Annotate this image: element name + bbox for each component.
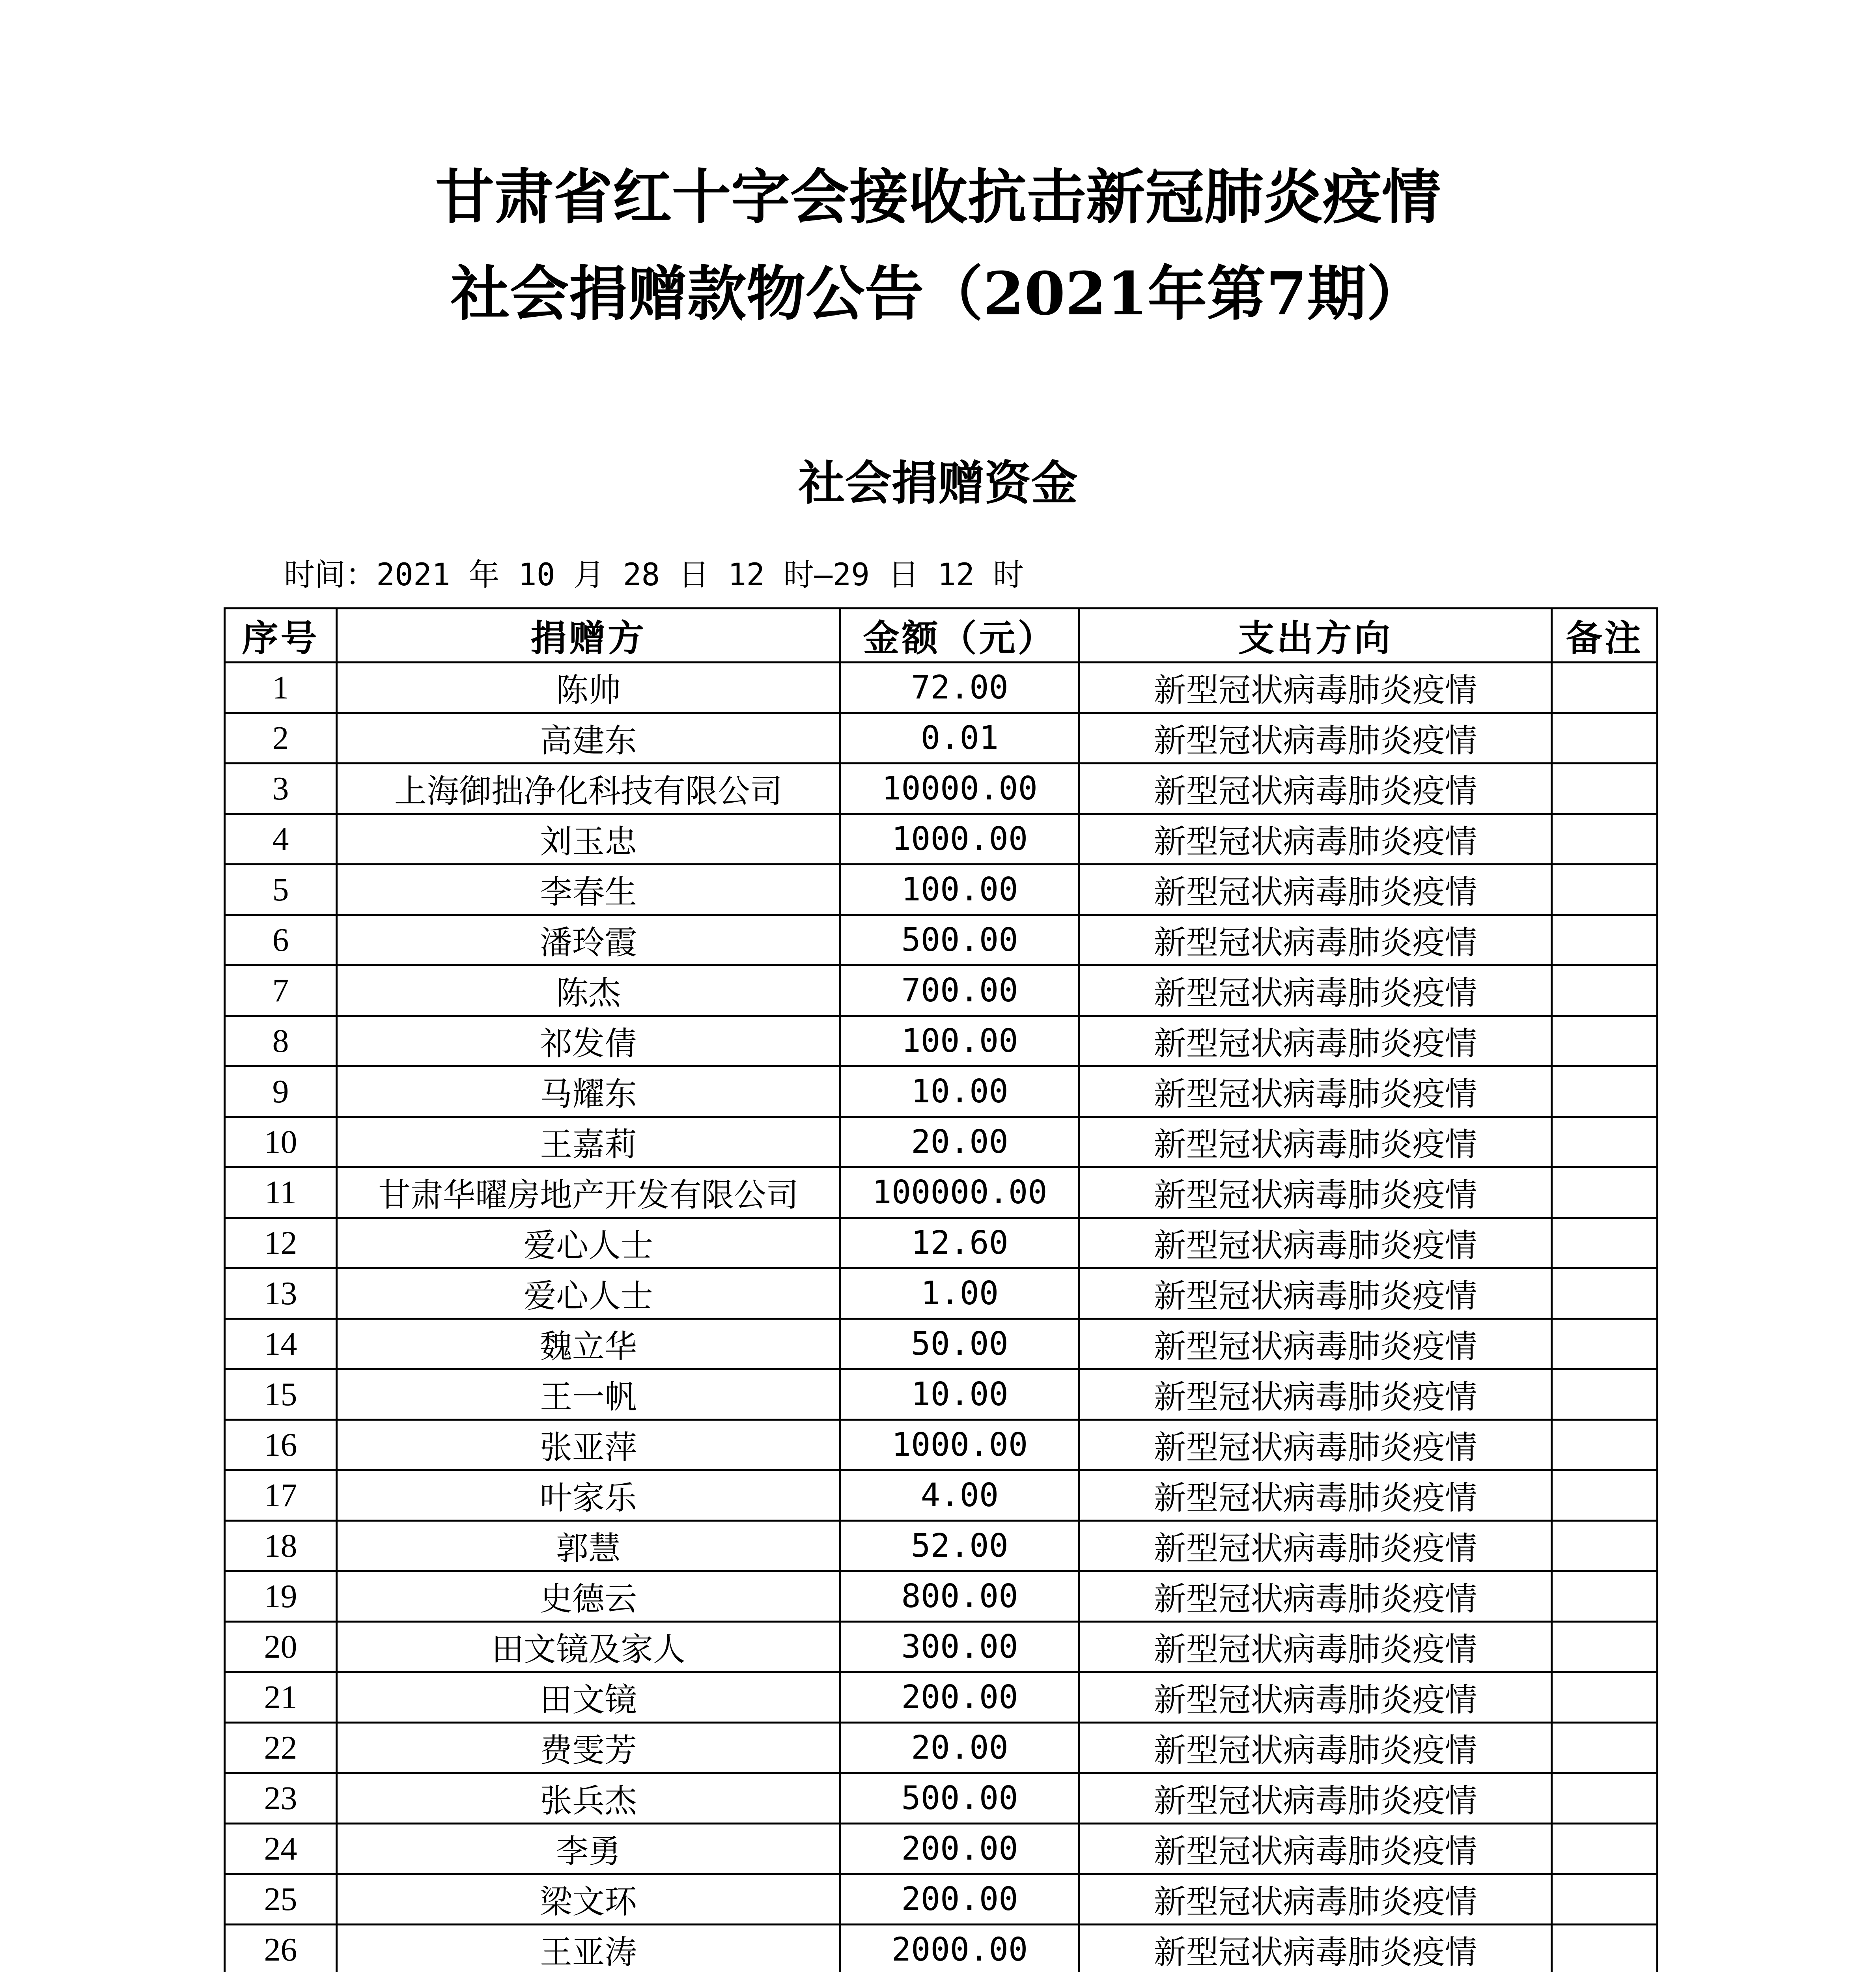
cell-seq: 22 bbox=[225, 1723, 337, 1773]
cell-note bbox=[1552, 1218, 1658, 1268]
cell-purpose: 新型冠状病毒肺炎疫情 bbox=[1079, 1470, 1552, 1521]
table-row bbox=[225, 1874, 1658, 1925]
cell-purpose: 新型冠状病毒肺炎疫情 bbox=[1079, 1571, 1552, 1622]
cell-note bbox=[1552, 1521, 1658, 1571]
cell-amount: 10000.00 bbox=[840, 764, 1079, 814]
cell-amount: 200.00 bbox=[840, 1824, 1079, 1874]
table-body bbox=[225, 663, 1658, 1972]
cell-note bbox=[1552, 1773, 1658, 1824]
cell-amount: 12.60 bbox=[840, 1218, 1079, 1268]
cell-note bbox=[1552, 1167, 1658, 1218]
cell-seq: 12 bbox=[225, 1218, 337, 1268]
cell-purpose: 新型冠状病毒肺炎疫情 bbox=[1079, 1672, 1552, 1723]
cell-purpose: 新型冠状病毒肺炎疫情 bbox=[1079, 1622, 1552, 1672]
cell-note bbox=[1552, 1622, 1658, 1672]
cell-purpose: 新型冠状病毒肺炎疫情 bbox=[1079, 764, 1552, 814]
cell-note bbox=[1552, 1824, 1658, 1874]
cell-amount: 100.00 bbox=[840, 865, 1079, 915]
cell-purpose: 新型冠状病毒肺炎疫情 bbox=[1079, 1218, 1552, 1268]
cell-amount: 100000.00 bbox=[840, 1167, 1079, 1218]
table-row bbox=[225, 1369, 1658, 1420]
cell-donor: 王嘉莉 bbox=[337, 1117, 840, 1167]
cell-amount: 1000.00 bbox=[840, 1420, 1079, 1470]
cell-amount: 72.00 bbox=[840, 663, 1079, 713]
cell-amount: 100.00 bbox=[840, 1016, 1079, 1066]
cell-purpose: 新型冠状病毒肺炎疫情 bbox=[1079, 1117, 1552, 1167]
cell-seq: 7 bbox=[225, 965, 337, 1016]
page-title-line-2: 社会捐赠款物公告（2021年第7期） bbox=[450, 259, 1426, 329]
cell-purpose: 新型冠状病毒肺炎疫情 bbox=[1079, 1066, 1552, 1117]
cell-purpose: 新型冠状病毒肺炎疫情 bbox=[1079, 1521, 1552, 1571]
cell-donor: 叶家乐 bbox=[337, 1470, 840, 1521]
table-row bbox=[225, 1723, 1658, 1773]
cell-donor: 张兵杰 bbox=[337, 1773, 840, 1824]
header-purpose: 支出方向 bbox=[1079, 609, 1552, 663]
header-donor: 捐赠方 bbox=[337, 609, 840, 663]
cell-seq: 1 bbox=[225, 663, 337, 713]
page-title-line-1: 甘肃省红十字会接收抗击新冠肺炎疫情 bbox=[435, 162, 1441, 232]
cell-purpose: 新型冠状病毒肺炎疫情 bbox=[1079, 713, 1552, 764]
time-range: 时间：2021 年 10 月 28 日 12 时—29 日 12 时 bbox=[284, 557, 1024, 593]
cell-amount: 200.00 bbox=[840, 1672, 1079, 1723]
table-row bbox=[225, 965, 1658, 1016]
cell-seq: 2 bbox=[225, 713, 337, 764]
cell-purpose: 新型冠状病毒肺炎疫情 bbox=[1079, 1319, 1552, 1369]
cell-note bbox=[1552, 1066, 1658, 1117]
cell-seq: 14 bbox=[225, 1319, 337, 1369]
table-row bbox=[225, 1319, 1658, 1369]
table-row bbox=[225, 1622, 1658, 1672]
cell-note bbox=[1552, 663, 1658, 713]
cell-donor: 上海御拙净化科技有限公司 bbox=[337, 764, 840, 814]
cell-purpose: 新型冠状病毒肺炎疫情 bbox=[1079, 663, 1552, 713]
cell-donor: 王一帆 bbox=[337, 1369, 840, 1420]
cell-donor: 田文镜 bbox=[337, 1672, 840, 1723]
table-row bbox=[225, 1925, 1658, 1972]
cell-donor: 爱心人士 bbox=[337, 1218, 840, 1268]
cell-amount: 52.00 bbox=[840, 1521, 1079, 1571]
cell-purpose: 新型冠状病毒肺炎疫情 bbox=[1079, 915, 1552, 965]
cell-seq: 4 bbox=[225, 814, 337, 865]
cell-seq: 19 bbox=[225, 1571, 337, 1622]
table-row bbox=[225, 1117, 1658, 1167]
cell-seq: 25 bbox=[225, 1874, 337, 1925]
cell-donor: 刘玉忠 bbox=[337, 814, 840, 865]
cell-note bbox=[1552, 1925, 1658, 1972]
cell-seq: 9 bbox=[225, 1066, 337, 1117]
cell-purpose: 新型冠状病毒肺炎疫情 bbox=[1079, 1723, 1552, 1773]
table-row bbox=[225, 1470, 1658, 1521]
table-row bbox=[225, 865, 1658, 915]
cell-amount: 200.00 bbox=[840, 1874, 1079, 1925]
table-row bbox=[225, 814, 1658, 865]
cell-amount: 500.00 bbox=[840, 1773, 1079, 1824]
table-row bbox=[225, 713, 1658, 764]
table-row bbox=[225, 1016, 1658, 1066]
cell-seq: 23 bbox=[225, 1773, 337, 1824]
cell-note bbox=[1552, 915, 1658, 965]
cell-note bbox=[1552, 965, 1658, 1016]
cell-seq: 26 bbox=[225, 1925, 337, 1972]
table-row bbox=[225, 1824, 1658, 1874]
cell-amount: 50.00 bbox=[840, 1319, 1079, 1369]
table-row bbox=[225, 1521, 1658, 1571]
cell-donor: 田文镜及家人 bbox=[337, 1622, 840, 1672]
cell-seq: 21 bbox=[225, 1672, 337, 1723]
table-row bbox=[225, 915, 1658, 965]
table-header-row bbox=[225, 609, 1658, 663]
cell-purpose: 新型冠状病毒肺炎疫情 bbox=[1079, 1016, 1552, 1066]
table-row bbox=[225, 764, 1658, 814]
table-row bbox=[225, 1066, 1658, 1117]
cell-amount: 700.00 bbox=[840, 965, 1079, 1016]
cell-donor: 李勇 bbox=[337, 1824, 840, 1874]
cell-donor: 甘肃华曜房地产开发有限公司 bbox=[337, 1167, 840, 1218]
cell-note bbox=[1552, 1723, 1658, 1773]
cell-donor: 梁文环 bbox=[337, 1874, 840, 1925]
cell-seq: 20 bbox=[225, 1622, 337, 1672]
cell-note bbox=[1552, 764, 1658, 814]
cell-note bbox=[1552, 1268, 1658, 1319]
cell-amount: 2000.00 bbox=[840, 1925, 1079, 1972]
cell-purpose: 新型冠状病毒肺炎疫情 bbox=[1079, 1420, 1552, 1470]
cell-amount: 500.00 bbox=[840, 915, 1079, 965]
table-row bbox=[225, 663, 1658, 713]
donation-table bbox=[224, 607, 1658, 1972]
cell-note bbox=[1552, 713, 1658, 764]
table-row bbox=[225, 1167, 1658, 1218]
cell-seq: 16 bbox=[225, 1420, 337, 1470]
cell-purpose: 新型冠状病毒肺炎疫情 bbox=[1079, 965, 1552, 1016]
cell-amount: 10.00 bbox=[840, 1369, 1079, 1420]
header-seq: 序号 bbox=[225, 609, 337, 663]
cell-purpose: 新型冠状病毒肺炎疫情 bbox=[1079, 1874, 1552, 1925]
cell-note bbox=[1552, 1319, 1658, 1369]
cell-note bbox=[1552, 1874, 1658, 1925]
cell-donor: 祁发倩 bbox=[337, 1016, 840, 1066]
cell-amount: 0.01 bbox=[840, 713, 1079, 764]
cell-note bbox=[1552, 1420, 1658, 1470]
cell-amount: 20.00 bbox=[840, 1723, 1079, 1773]
cell-amount: 20.00 bbox=[840, 1117, 1079, 1167]
cell-amount: 1.00 bbox=[840, 1268, 1079, 1319]
cell-seq: 3 bbox=[225, 764, 337, 814]
cell-amount: 10.00 bbox=[840, 1066, 1079, 1117]
cell-donor: 马耀东 bbox=[337, 1066, 840, 1117]
table-row bbox=[225, 1571, 1658, 1622]
cell-amount: 1000.00 bbox=[840, 814, 1079, 865]
cell-purpose: 新型冠状病毒肺炎疫情 bbox=[1079, 1268, 1552, 1319]
table-row bbox=[225, 1672, 1658, 1723]
cell-seq: 15 bbox=[225, 1369, 337, 1420]
cell-seq: 5 bbox=[225, 865, 337, 915]
cell-donor: 王亚涛 bbox=[337, 1925, 840, 1972]
cell-seq: 24 bbox=[225, 1824, 337, 1874]
cell-donor: 陈杰 bbox=[337, 965, 840, 1016]
cell-note bbox=[1552, 865, 1658, 915]
cell-seq: 11 bbox=[225, 1167, 337, 1218]
cell-seq: 13 bbox=[225, 1268, 337, 1319]
cell-donor: 爱心人士 bbox=[337, 1268, 840, 1319]
cell-amount: 800.00 bbox=[840, 1571, 1079, 1622]
cell-donor: 张亚萍 bbox=[337, 1420, 840, 1470]
cell-note bbox=[1552, 814, 1658, 865]
cell-amount: 300.00 bbox=[840, 1622, 1079, 1672]
table-row bbox=[225, 1268, 1658, 1319]
cell-purpose: 新型冠状病毒肺炎疫情 bbox=[1079, 1824, 1552, 1874]
cell-amount: 4.00 bbox=[840, 1470, 1079, 1521]
cell-donor: 魏立华 bbox=[337, 1319, 840, 1369]
cell-seq: 8 bbox=[225, 1016, 337, 1066]
cell-seq: 18 bbox=[225, 1521, 337, 1571]
cell-donor: 李春生 bbox=[337, 865, 840, 915]
cell-seq: 17 bbox=[225, 1470, 337, 1521]
section-title: 社会捐赠资金 bbox=[798, 456, 1078, 510]
cell-note bbox=[1552, 1470, 1658, 1521]
table-row bbox=[225, 1218, 1658, 1268]
header-amount: 金额（元） bbox=[840, 609, 1079, 663]
cell-note bbox=[1552, 1117, 1658, 1167]
cell-donor: 潘玲霞 bbox=[337, 915, 840, 965]
cell-donor: 费雯芳 bbox=[337, 1723, 840, 1773]
cell-seq: 6 bbox=[225, 915, 337, 965]
cell-donor: 陈帅 bbox=[337, 663, 840, 713]
cell-purpose: 新型冠状病毒肺炎疫情 bbox=[1079, 1773, 1552, 1824]
cell-purpose: 新型冠状病毒肺炎疫情 bbox=[1079, 1167, 1552, 1218]
table-row bbox=[225, 1773, 1658, 1824]
header-note: 备注 bbox=[1552, 609, 1658, 663]
cell-note bbox=[1552, 1571, 1658, 1622]
cell-purpose: 新型冠状病毒肺炎疫情 bbox=[1079, 1369, 1552, 1420]
cell-donor: 高建东 bbox=[337, 713, 840, 764]
cell-note bbox=[1552, 1369, 1658, 1420]
cell-purpose: 新型冠状病毒肺炎疫情 bbox=[1079, 814, 1552, 865]
cell-donor: 史德云 bbox=[337, 1571, 840, 1622]
cell-donor: 郭慧 bbox=[337, 1521, 840, 1571]
cell-seq: 10 bbox=[225, 1117, 337, 1167]
cell-note bbox=[1552, 1016, 1658, 1066]
table-row bbox=[225, 1420, 1658, 1470]
cell-note bbox=[1552, 1672, 1658, 1723]
cell-purpose: 新型冠状病毒肺炎疫情 bbox=[1079, 865, 1552, 915]
cell-purpose: 新型冠状病毒肺炎疫情 bbox=[1079, 1925, 1552, 1972]
